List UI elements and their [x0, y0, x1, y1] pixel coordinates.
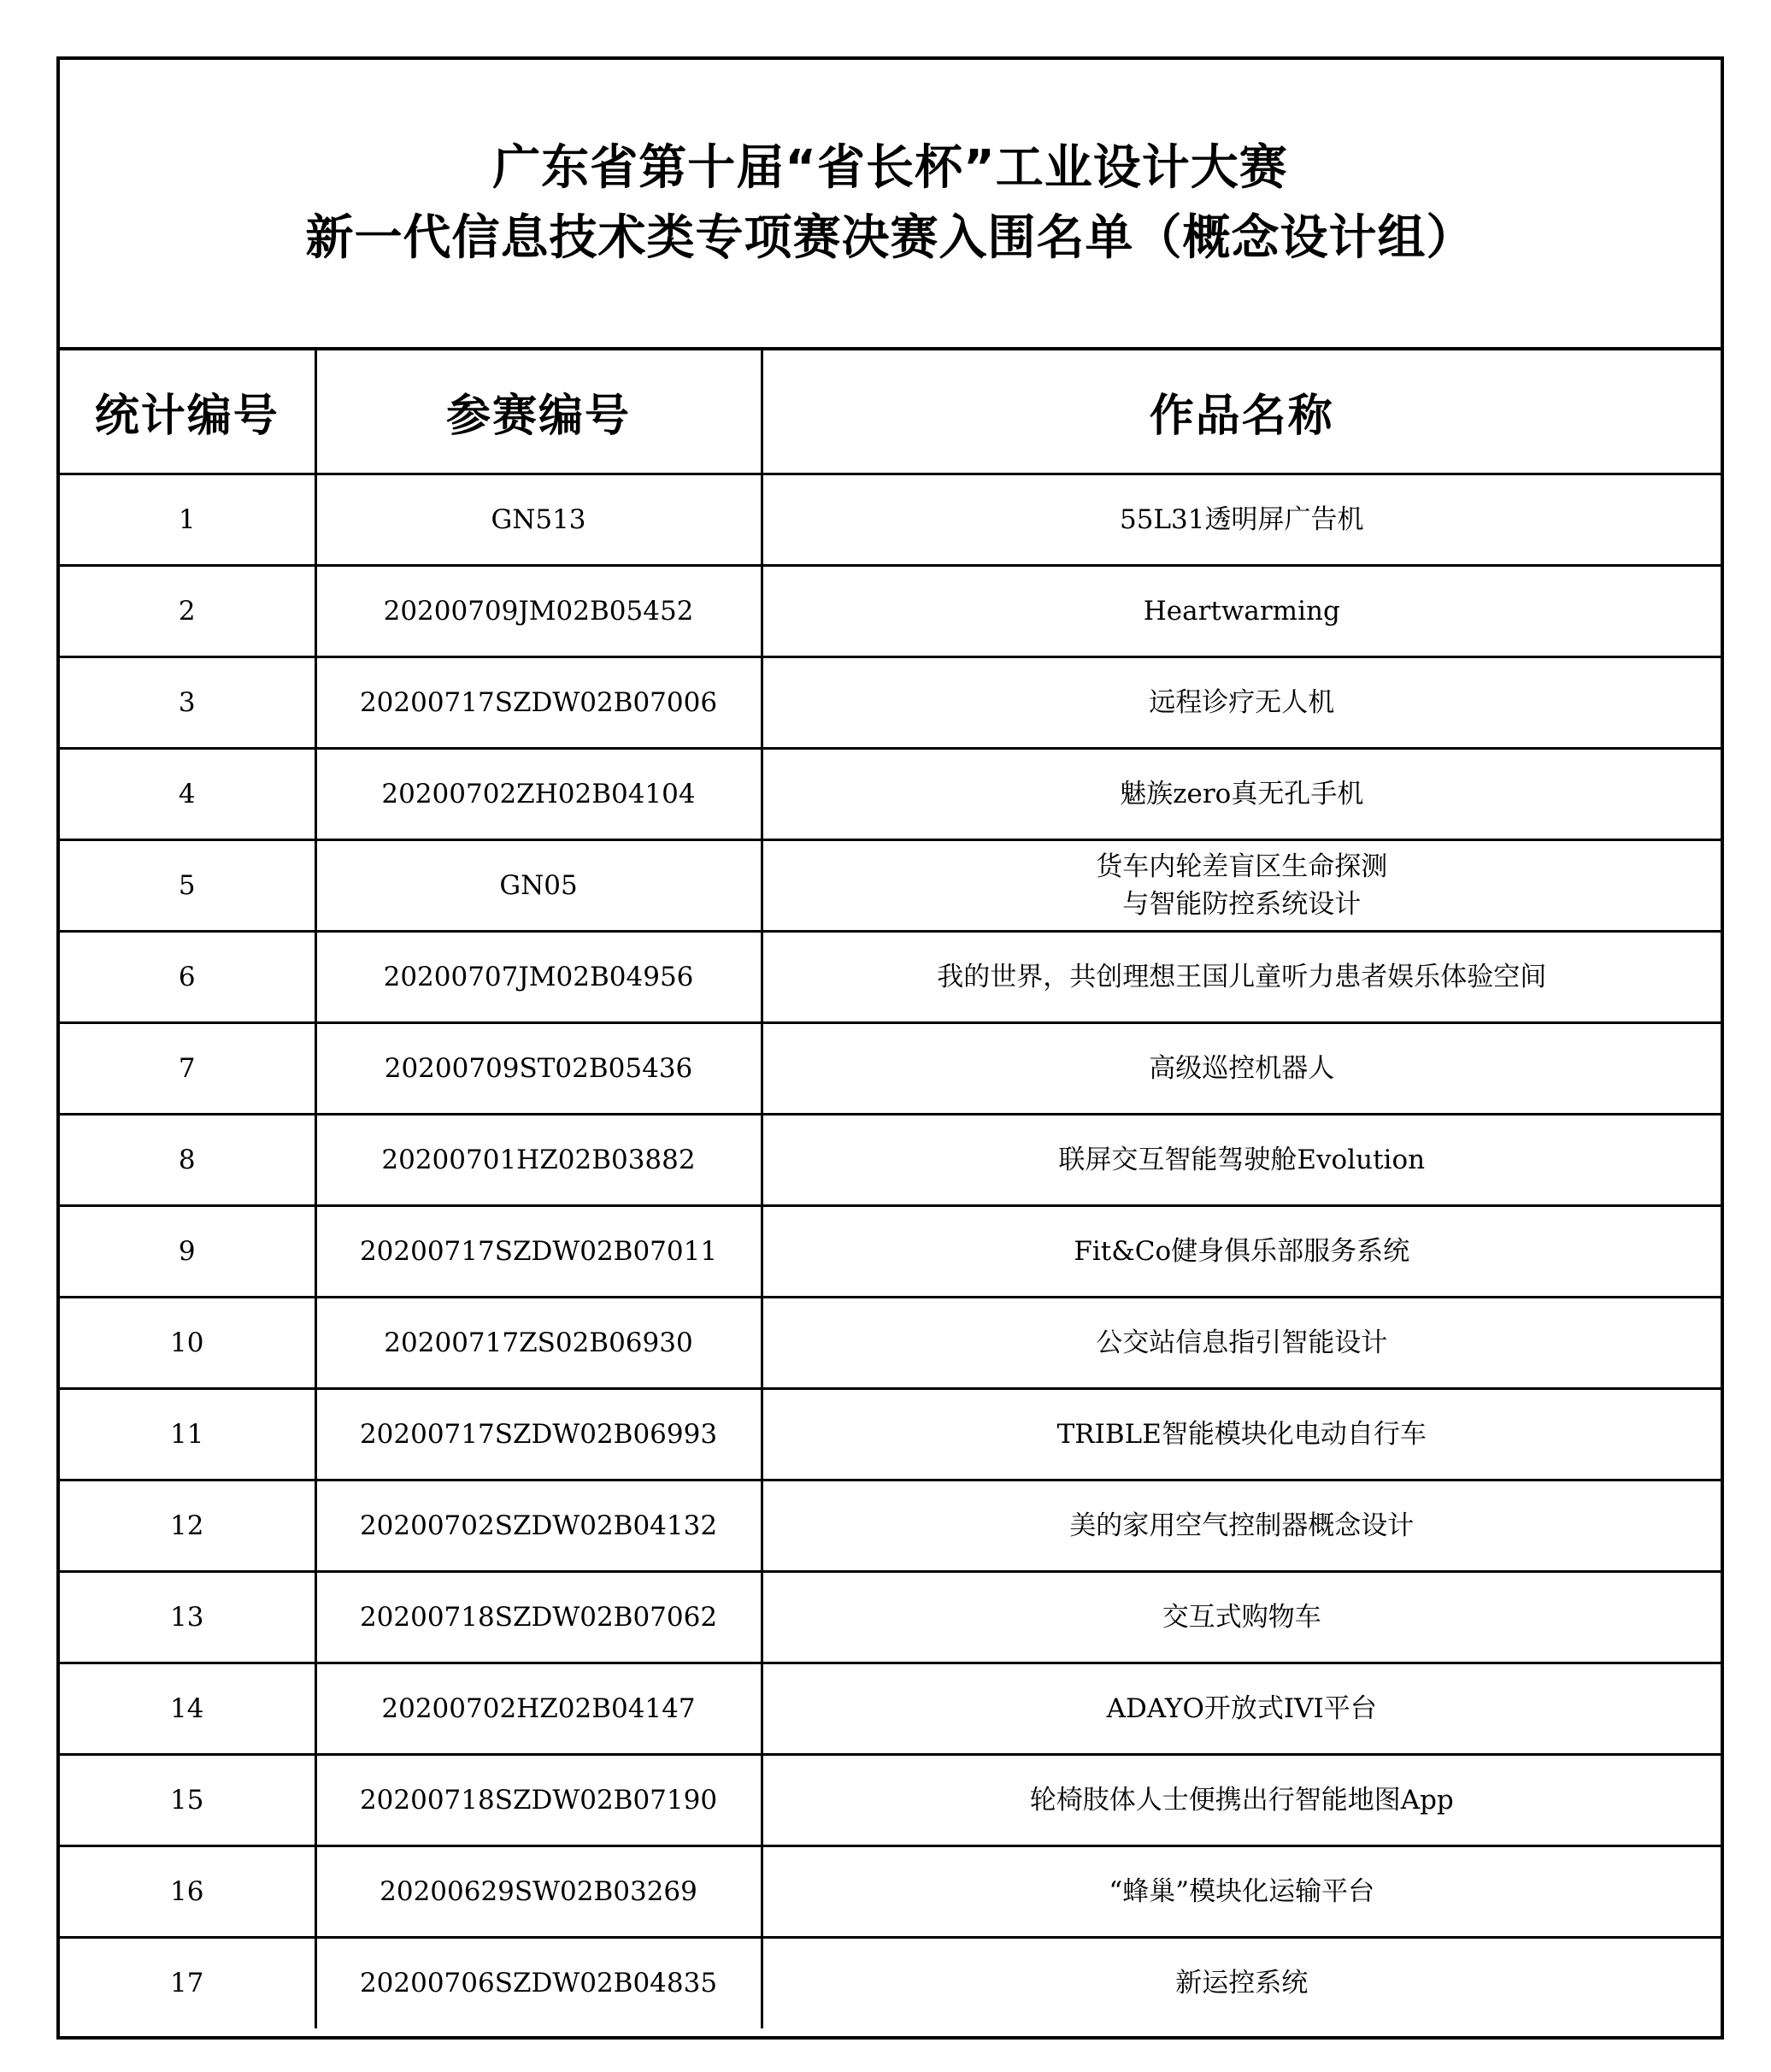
table-row: [60, 1845, 1721, 1937]
cell-stat-number: 1: [60, 474, 315, 565]
header-entry-number: 参赛编号: [315, 350, 762, 474]
cell-entry-number: 20200706SZDW02B04835: [315, 1937, 762, 2028]
cell-entry-number: 20200718SZDW02B07062: [315, 1571, 762, 1663]
cell-stat-number: 17: [60, 1937, 315, 2028]
work-name-line: ADAYO开放式IVI平台: [1106, 1692, 1377, 1724]
cell-stat-number: 5: [60, 839, 315, 931]
cell-entry-number: GN513: [315, 474, 762, 565]
cell-work-name: [762, 1297, 1721, 1388]
cell-stat-number: 6: [60, 931, 315, 1022]
work-name-line: 公交站信息指引智能设计: [1096, 1327, 1388, 1358]
work-name-line: 货车内轮差盲区生命探测: [1096, 851, 1388, 882]
work-name-line: Fit&Co健身俱乐部服务系统: [1074, 1235, 1410, 1267]
table-row: [60, 931, 1721, 1022]
cell-work-name: [762, 1114, 1721, 1205]
table-row: [60, 1388, 1721, 1480]
cell-stat-number: 2: [60, 565, 315, 656]
work-name-line: 高级巡控机器人: [1149, 1052, 1335, 1084]
cell-work-name: [762, 1571, 1721, 1663]
work-name-line: 联屏交互智能驾驶舱Evolution: [1058, 1144, 1426, 1175]
work-name-line: 美的家用空气控制器概念设计: [1069, 1510, 1415, 1541]
work-name-line: 55L31透明屏广告机: [1120, 503, 1364, 535]
cell-work-name: [762, 1480, 1721, 1571]
cell-stat-number: 10: [60, 1297, 315, 1388]
cell-entry-number: 20200702SZDW02B04132: [315, 1480, 762, 1571]
work-name-line: 我的世界，共创理想王国儿童听力患者娱乐体验空间: [937, 961, 1547, 992]
table-body: [60, 474, 1721, 2028]
cell-work-name: [762, 1205, 1721, 1297]
cell-entry-number: 20200629SW02B03269: [315, 1845, 762, 1937]
cell-entry-number: 20200717ZS02B06930: [315, 1297, 762, 1388]
cell-stat-number: 13: [60, 1571, 315, 1663]
work-name-line: “蜂巢”模块化运输平台: [1109, 1875, 1375, 1907]
cell-entry-number: 20200717SZDW02B07011: [315, 1205, 762, 1297]
table-row: [60, 1205, 1721, 1297]
table-row: [60, 1571, 1721, 1663]
cell-stat-number: 7: [60, 1022, 315, 1114]
table-row: [60, 1114, 1721, 1205]
cell-stat-number: 8: [60, 1114, 315, 1205]
cell-work-name: [762, 1022, 1721, 1114]
cell-work-name: [762, 839, 1721, 931]
table-row: [60, 565, 1721, 656]
cell-entry-number: GN05: [315, 839, 762, 931]
cell-entry-number: 20200702HZ02B04147: [315, 1663, 762, 1754]
cell-work-name: [762, 656, 1721, 748]
cell-entry-number: 20200701HZ02B03882: [315, 1114, 762, 1205]
table-row: [60, 1937, 1721, 2028]
table-row: [60, 748, 1721, 839]
work-name-line: 交互式购物车: [1162, 1601, 1321, 1633]
work-name-line: 新运控系统: [1175, 1968, 1309, 1999]
cell-stat-number: 9: [60, 1205, 315, 1297]
work-name-line: 远程诊疗无人机: [1149, 686, 1335, 718]
work-name-line: TRIBLE智能模块化电动自行车: [1056, 1418, 1427, 1450]
cell-work-name: [762, 931, 1721, 1022]
page-subtitle: 新一代信息技术类专项赛决赛入围名单（概念设计组）: [305, 210, 1475, 266]
table-row: [60, 839, 1721, 931]
work-name-line: 魅族zero真无孔手机: [1120, 778, 1364, 809]
cell-work-name: [762, 748, 1721, 839]
document-sheet: [56, 56, 1724, 2040]
finalist-table: [60, 350, 1721, 2028]
cell-stat-number: 3: [60, 656, 315, 748]
cell-stat-number: 11: [60, 1388, 315, 1480]
title-block: [60, 60, 1721, 350]
cell-stat-number: 12: [60, 1480, 315, 1571]
table-header-row: [60, 350, 1721, 474]
cell-entry-number: 20200707JM02B04956: [315, 931, 762, 1022]
work-name-line: Heartwarming: [1143, 595, 1340, 627]
table-row: [60, 1480, 1721, 1571]
table-row: [60, 474, 1721, 565]
header-work-name: 作品名称: [762, 350, 1721, 474]
cell-work-name: [762, 1845, 1721, 1937]
header-stat-number: 统计编号: [60, 350, 315, 474]
cell-entry-number: 20200717SZDW02B07006: [315, 656, 762, 748]
table-row: [60, 1754, 1721, 1845]
cell-stat-number: 16: [60, 1845, 315, 1937]
cell-work-name: [762, 1388, 1721, 1480]
page-title: 广东省第十届“省长杯”工业设计大赛: [492, 140, 1288, 196]
cell-stat-number: 14: [60, 1663, 315, 1754]
table-row: [60, 656, 1721, 748]
table-row: [60, 1297, 1721, 1388]
cell-entry-number: 20200709JM02B05452: [315, 565, 762, 656]
cell-entry-number: 20200717SZDW02B06993: [315, 1388, 762, 1480]
work-name-line: 轮椅肢体人士便携出行智能地图App: [1029, 1784, 1454, 1816]
cell-entry-number: 20200702ZH02B04104: [315, 748, 762, 839]
cell-work-name: [762, 1754, 1721, 1845]
table-row: [60, 1022, 1721, 1114]
cell-work-name: [762, 474, 1721, 565]
cell-entry-number: 20200709ST02B05436: [315, 1022, 762, 1114]
work-name-line: 与智能防控系统设计: [1122, 888, 1362, 920]
cell-work-name: [762, 1937, 1721, 2028]
cell-stat-number: 15: [60, 1754, 315, 1845]
table-row: [60, 1663, 1721, 1754]
cell-entry-number: 20200718SZDW02B07190: [315, 1754, 762, 1845]
cell-work-name: [762, 565, 1721, 656]
cell-stat-number: 4: [60, 748, 315, 839]
cell-work-name: [762, 1663, 1721, 1754]
